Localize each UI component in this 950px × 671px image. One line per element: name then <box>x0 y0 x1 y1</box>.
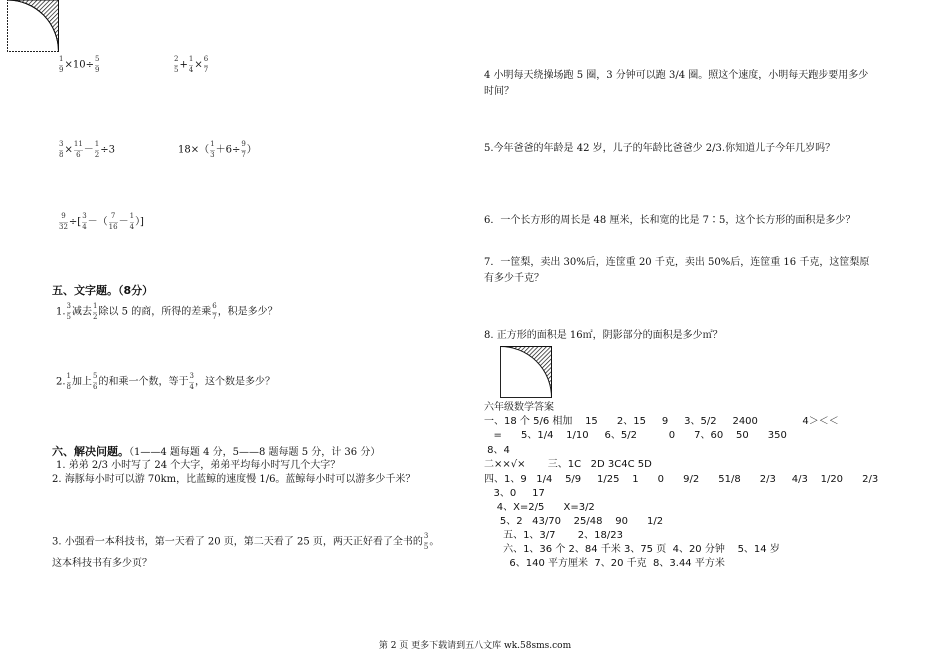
answers-line-6: 3、0 17 <box>484 488 545 499</box>
section-6-question-4-line-2: 时间？ <box>484 86 514 97</box>
answers-line-4: 二××√× 三、1C 2D 3C4C 5D <box>484 459 652 470</box>
answers-title: 六年级数学答案 <box>484 402 554 413</box>
section-6-question-1: 1. 弟弟 2/3 小时写了 24 个大字，弟弟平均每小时写几个大字？ <box>56 460 341 471</box>
expression-1: $\frac{1}{9}$ ×10÷ $\frac{5}{9}$ <box>59 55 100 74</box>
section-5-title: 五、文字题。（8分） <box>52 284 154 297</box>
section-6-question-4: 4 小明每天绕操场跑 5 圈，3 分钟可以跑 3/4 圈。照这个速度，小明每天跑步要用多少 <box>484 70 869 81</box>
shaded-quarter-circle-figure <box>7 0 59 52</box>
expression-4: 18×（ $\frac{1}{3}$ ＋6÷ $\frac{9}{7}$ ） <box>178 140 257 159</box>
section-6-header <box>52 445 380 459</box>
answers-line-3: 8、4 <box>484 445 510 456</box>
section-6-question-5: 5.今年爸爸的年龄是 42 岁，儿子的年龄比爸爸少 2/3.你知道儿子今年几岁吗？ <box>484 143 836 154</box>
answers-line-2: = 5、1/4 1/10 6、5/2 0 7、60 50 350 <box>484 430 787 441</box>
section-5-question-2: 2. $\frac{1}{8}$ 加上 $\frac{5}{6}$ 的和乘一个数，等于 $\frac{3}{4}$ ，这个数是多少？ <box>56 372 275 391</box>
answers-line-11: 6、140 平方厘米 7、20 千克 8、3.44 平方米 <box>484 558 725 569</box>
page-footer: 第 2 页 更多下载请到五八文库 wk.58sms.com <box>378 641 572 651</box>
section-6-note: （1——4 题每题 4 分，5——8 题每题 5 分，计 36 分） <box>129 447 381 458</box>
section-6-question-7: 7．一筐梨，卖出 30%后，连筐重 20 千克，卖出 50%后，连筐重 16 千克，这筐梨原 <box>484 257 870 268</box>
section-6-question-7-line-2: 有多少千克？ <box>484 273 544 284</box>
expression-5: $\frac{9}{32}$ ÷[ $\frac{3}{4}$ －（ $\frac{7}{16}$ － $\frac{1}{4}$ ）] <box>59 212 144 231</box>
expression-3: $\frac{3}{8}$ × $\frac{11}{6}$ － $\frac{1}{2}$ ÷3 <box>59 140 115 159</box>
answers-line-5: 四、1、9 1/4 5/9 1/25 1 0 9/2 51/8 2/3 4/3 1/20 2/3 <box>484 474 879 485</box>
answers-line-8: 5、2 43/70 25/48 90 1/2 <box>484 516 664 527</box>
answers-line-7: 4、X=2/5 X=3/2 <box>484 502 595 513</box>
answers-line-10: 六、1、36 个 2、84 千米 3、75 页 4、20 分钟 5、14 岁 <box>484 544 780 555</box>
question-8-figure <box>500 346 552 398</box>
section-6-question-8: 8. 正方形的面积是 16㎡，阴影部分的面积是多少㎡？ <box>484 330 723 341</box>
section-6-title: 六、解决问题。 <box>52 445 129 458</box>
section-6-question-2: 2. 海豚每小时可以游 70km，比蓝鲸的速度慢 1/6。蓝鲸每小时可以游多少千米？ <box>52 474 416 485</box>
answers-line-1: 一、18 个 5/6 相加 15 2、15 9 3、5/2 2400 4＞＜＜ <box>484 416 839 427</box>
section-6-question-3-line-2: 这本科技书有多少页？ <box>52 558 152 569</box>
section-6-question-3: 3. 小强看一本科技书，第一天看了 20 页，第二天看了 25 页，两天正好看了全书的 $\frac{3}{5}$ 。 <box>52 532 440 551</box>
answers-line-9: 五、1、3/7 2、18/23 <box>484 530 623 541</box>
section-5-question-1: 1. $\frac{3}{5}$ 减去 $\frac{1}{2}$ 除以 5 的商，所得的差乘 $\frac{6}{7}$ ，积是多少？ <box>56 302 278 321</box>
expression-2: $\frac{2}{5}$ + $\frac{1}{4}$ × $\frac{6}{7}$ <box>174 55 209 74</box>
section-6-question-6: 6．一个长方形的周长是 48 厘米，长和宽的比是 7∶5，这个长方形的面积是多少？ <box>484 215 856 226</box>
